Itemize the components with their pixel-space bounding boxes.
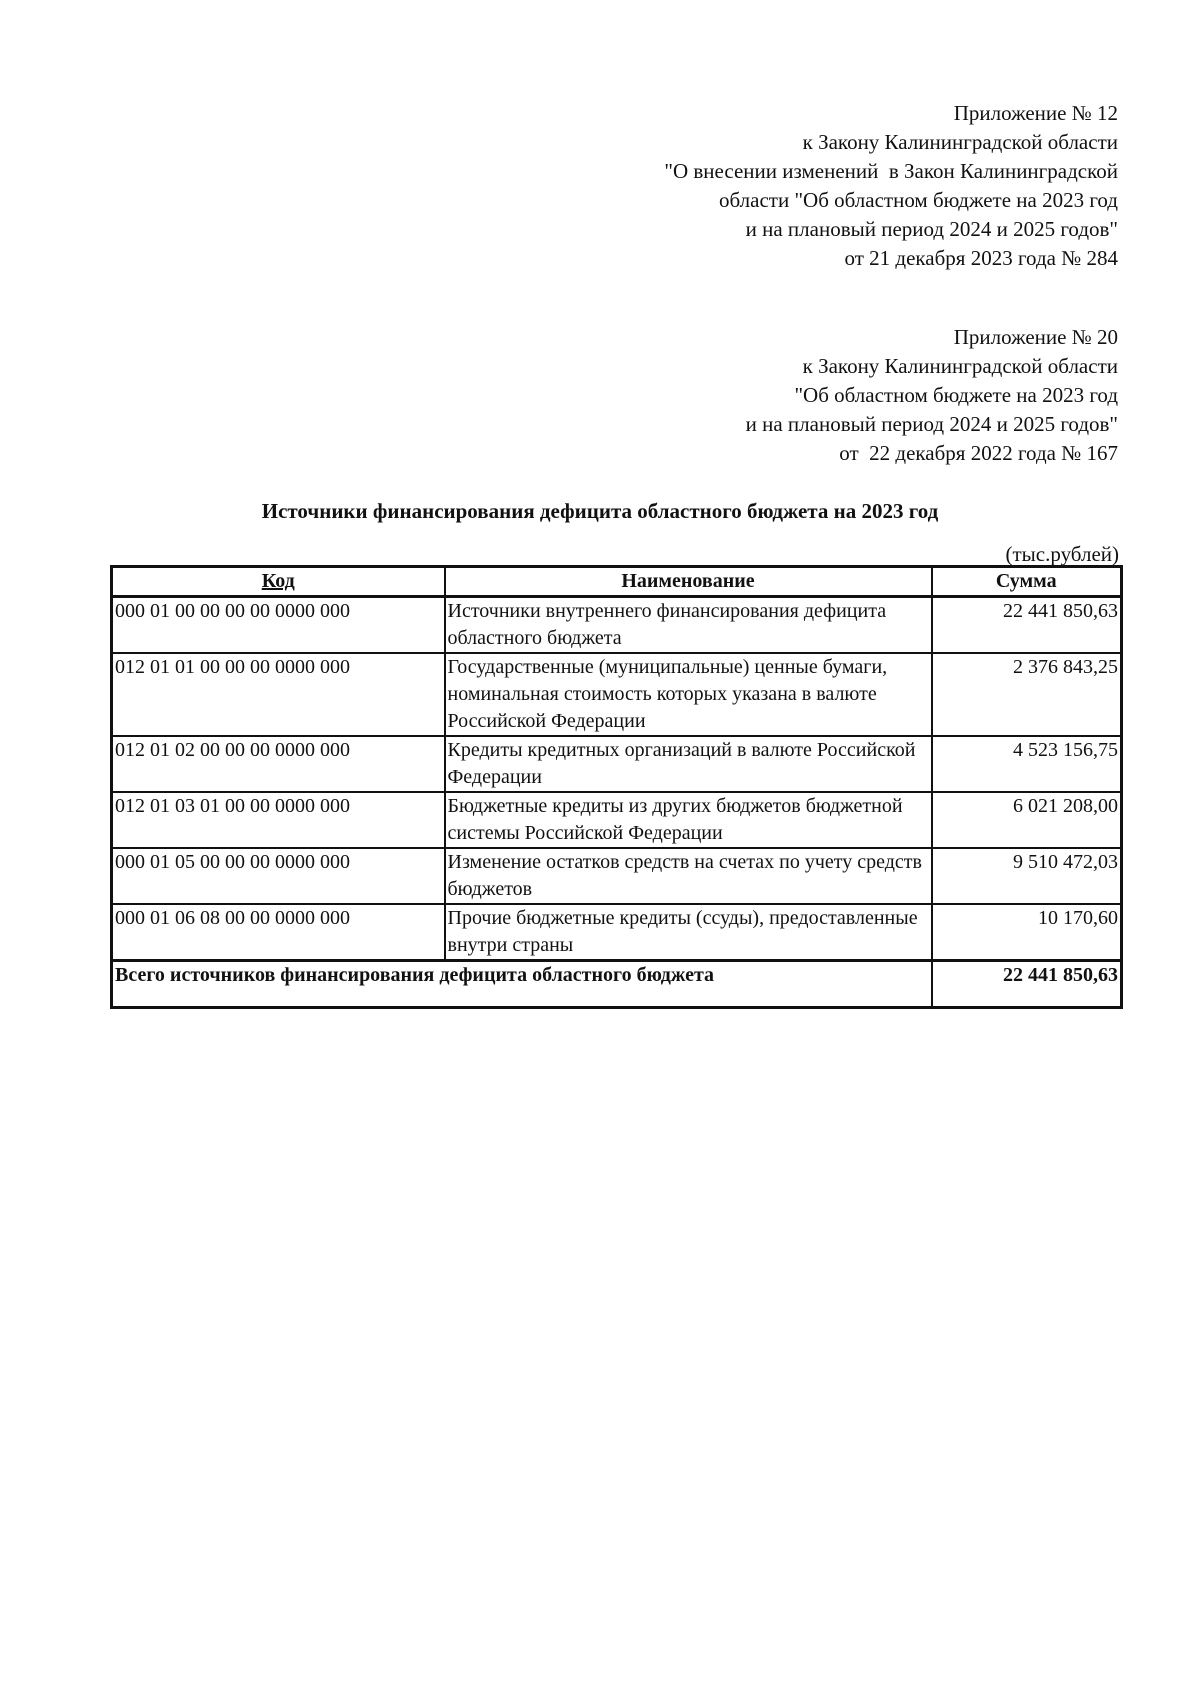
row-amount: 9 510 472,03: [932, 848, 1122, 904]
appendix-12-line: и на плановый период 2024 и 2025 годов": [745, 217, 1118, 241]
row-name: Источники внутреннего финансирования дефицита областного бюджета: [445, 597, 932, 654]
row-amount: 4 523 156,75: [932, 736, 1122, 792]
units-label: (тыс.рублей): [1005, 542, 1119, 566]
appendix-20-line: к Закону Калининградской области: [802, 354, 1118, 378]
row-amount: 6 021 208,00: [932, 792, 1122, 848]
financing-sources-table: [110, 565, 1123, 1009]
table-row: [112, 792, 1122, 848]
appendix-12-line: Приложение № 12: [953, 101, 1118, 125]
row-amount: 2 376 843,25: [932, 653, 1122, 736]
row-code: 012 01 02 00 00 00 0000 000: [112, 736, 445, 792]
appendix-12-line: "О внесении изменений в Закон Калининградской: [664, 159, 1118, 183]
row-code: 000 01 06 08 00 00 0000 000: [112, 904, 445, 961]
row-amount: 22 441 850,63: [932, 597, 1122, 654]
row-amount: 10 170,60: [932, 904, 1122, 961]
column-header-name: Наименование: [445, 567, 932, 597]
table-row: [112, 597, 1122, 654]
total-label: Всего источников финансирования дефицита областного бюджета: [112, 961, 932, 1008]
column-header-amount: Сумма: [932, 567, 1122, 597]
row-name: Бюджетные кредиты из других бюджетов бюджетной системы Российской Федерации: [445, 792, 932, 848]
table-row: [112, 736, 1122, 792]
total-amount: 22 441 850,63: [932, 961, 1122, 1008]
row-name: Кредиты кредитных организаций в валюте Российской Федерации: [445, 736, 932, 792]
appendix-20-header: [746, 323, 1118, 468]
table-row: [112, 904, 1122, 961]
column-header-code: Код: [112, 567, 445, 597]
row-name: Прочие бюджетные кредиты (ссуды), предоставленные внутри страны: [445, 904, 932, 961]
row-name: Государственные (муниципальные) ценные бумаги, номинальная стоимость которых указана в валюте Российской Федерации: [445, 653, 932, 736]
row-code: 000 01 05 00 00 00 0000 000: [112, 848, 445, 904]
appendix-20-line: и на плановый период 2024 и 2025 годов": [745, 412, 1118, 436]
table-row: [112, 848, 1122, 904]
table-total-row: [112, 961, 1122, 1008]
table-row: [112, 653, 1122, 736]
appendix-12-header: [664, 99, 1118, 273]
appendix-12-line: от 21 декабря 2023 года № 284: [844, 246, 1118, 270]
document-title: Источники финансирования дефицита областного бюджета на 2023 год: [261, 499, 939, 523]
appendix-20-line: от 22 декабря 2022 года № 167: [839, 441, 1118, 465]
appendix-20-line: Приложение № 20: [953, 325, 1118, 349]
appendix-12-line: к Закону Калининградской области: [802, 130, 1118, 154]
row-code: 012 01 01 00 00 00 0000 000: [112, 653, 445, 736]
appendix-12-line: области "Об областном бюджете на 2023 год: [719, 188, 1118, 212]
row-code: 000 01 00 00 00 00 0000 000: [112, 597, 445, 654]
row-name: Изменение остатков средств на счетах по учету средств бюджетов: [445, 848, 932, 904]
table-header-row: [112, 567, 1122, 597]
row-code: 012 01 03 01 00 00 0000 000: [112, 792, 445, 848]
appendix-20-line: "Об областном бюджете на 2023 год: [794, 383, 1118, 407]
